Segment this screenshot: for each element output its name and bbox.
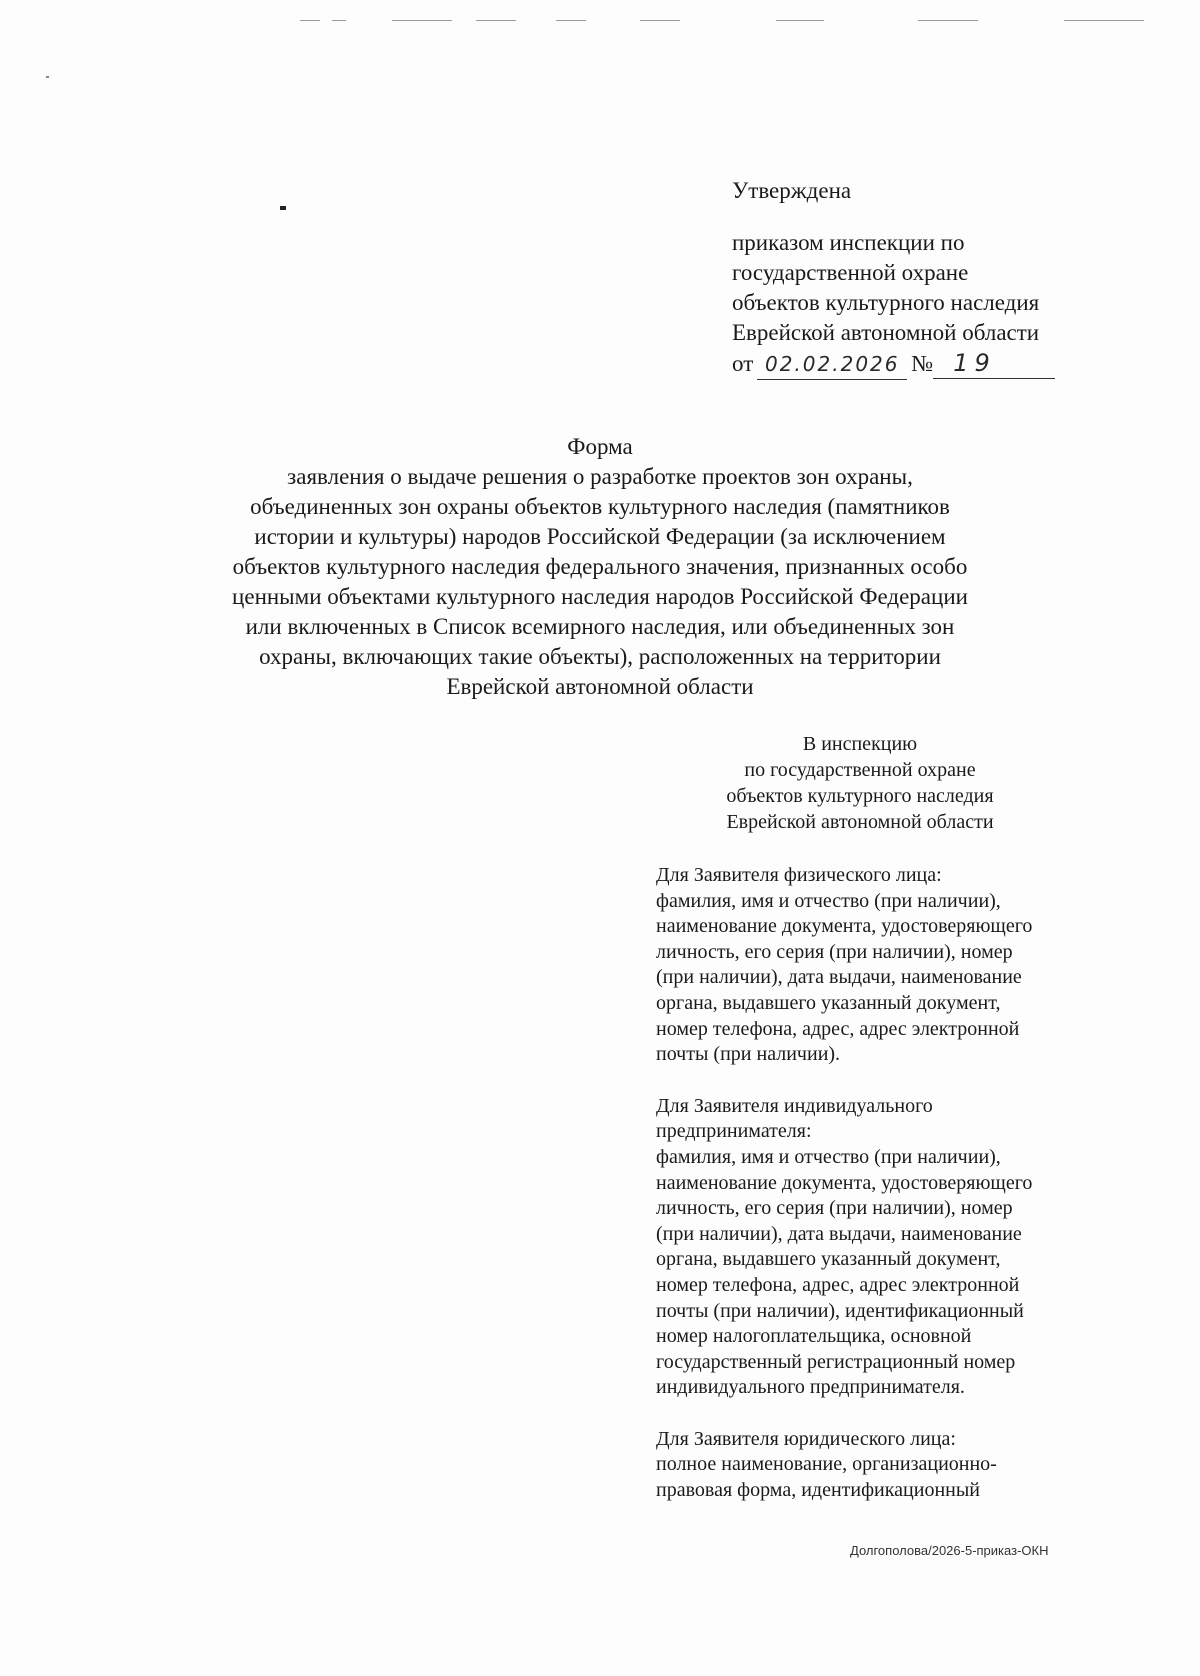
handwritten-date: 02.02.2026 bbox=[757, 349, 907, 380]
scan-artifact bbox=[640, 20, 680, 21]
form-title-line: ценными объектами культурного наследия народов Российской Федерации bbox=[232, 584, 968, 609]
form-title-line: заявления о выдаче решения о разработке проектов зон охраны, bbox=[287, 464, 913, 489]
applicant-heading: Для Заявителя юридического лица: bbox=[656, 1427, 956, 1450]
form-title-line: или включенных в Список всемирного наследия, или объединенных зон bbox=[245, 614, 955, 639]
form-title-line: объединенных зон охраны объектов культурного наследия (памятников bbox=[250, 494, 950, 519]
recipient-line: по государственной охране bbox=[744, 759, 976, 781]
applicant-legal-entity-block bbox=[656, 1427, 1096, 1504]
scan-speck bbox=[280, 206, 286, 210]
applicant-requisites: фамилия, имя и отчество (при наличии), наименование документа, удостоверяющего личность, его серия (при наличии), номер (при наличии), дата выдачи, наименование органа, выдавшего указанный документ, номер телефона, адрес, адрес электронной почты (при наличии), идентификационный номер налогоплательщика, основной государственный регистрационный номер индивидуального предпринимателя. bbox=[656, 1145, 1033, 1399]
approval-line: приказом инспекции по bbox=[732, 230, 965, 255]
recipient-line: объектов культурного наследия bbox=[726, 785, 994, 807]
applicant-entrepreneur-block bbox=[656, 1094, 1096, 1401]
scan-artifact bbox=[556, 20, 586, 21]
approval-line: объектов культурного наследия bbox=[732, 290, 1040, 315]
applicant-heading: Для Заявителя физического лица: bbox=[656, 864, 942, 886]
recipient-line: Еврейской автономной области bbox=[726, 811, 994, 833]
date-prefix: от bbox=[732, 351, 754, 376]
scan-artifact bbox=[392, 20, 452, 21]
form-title-line: охраны, включающих такие объекты), расположенных на территории bbox=[259, 644, 941, 669]
applicant-heading: Для Заявителя индивидуального предпринимателя: bbox=[656, 1094, 933, 1143]
applicant-info-section bbox=[656, 863, 1096, 1530]
approval-line: Еврейской автономной области bbox=[732, 320, 1040, 345]
scan-artifact bbox=[476, 20, 516, 21]
scan-artifact bbox=[918, 20, 978, 21]
scan-artifact bbox=[332, 20, 346, 21]
order-date-number-line bbox=[732, 348, 1132, 380]
number-sign: № bbox=[911, 351, 934, 376]
approval-block bbox=[732, 176, 1132, 380]
form-title-line: истории и культуры) народов Российской Федерации (за исключением bbox=[254, 524, 946, 549]
form-heading: Форма bbox=[567, 434, 633, 459]
form-title-line: объектов культурного наследия федерального значения, признанных особо bbox=[232, 554, 968, 579]
scan-artifact bbox=[1064, 20, 1144, 21]
approval-title: Утверждена bbox=[732, 178, 852, 203]
form-title-block bbox=[200, 432, 1000, 702]
applicant-requisites: полное наименование, организационно- правовая форма, идентификационный bbox=[656, 1453, 997, 1502]
recipient-line: В инспекцию bbox=[802, 733, 918, 755]
scan-artifact bbox=[300, 20, 320, 21]
scan-speck bbox=[46, 76, 49, 78]
handwritten-number: 19 bbox=[933, 348, 1055, 379]
scan-artifact bbox=[776, 20, 824, 21]
form-title-line: Еврейской автономной области bbox=[446, 674, 754, 699]
applicant-individual-block bbox=[656, 863, 1096, 1068]
applicant-requisites: фамилия, имя и отчество (при наличии), наименование документа, удостоверяющего личность, его серия (при наличии), номер (при наличии), дата выдачи, наименование органа, выдавшего указанный документ, номер телефона, адрес, адрес электронной почты (при наличии). bbox=[656, 889, 1033, 1066]
recipient-block bbox=[660, 731, 1060, 835]
document-reference-footer: Долгополова/2026-5-приказ-ОКН bbox=[850, 1543, 1049, 1558]
approval-line: государственной охране bbox=[732, 260, 969, 285]
